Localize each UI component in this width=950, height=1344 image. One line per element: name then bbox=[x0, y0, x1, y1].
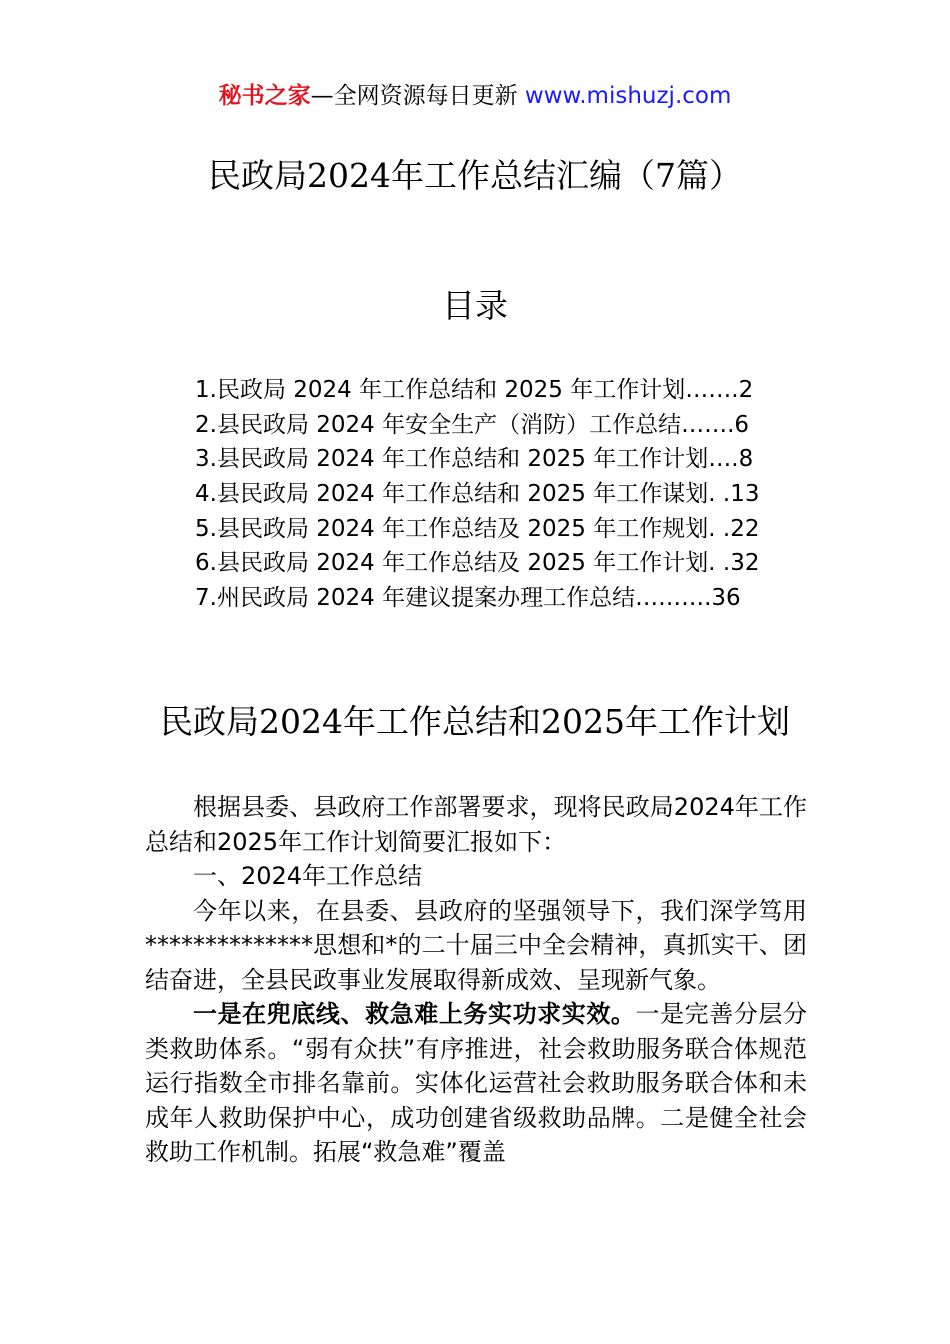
section-body bbox=[145, 790, 807, 1170]
table-of-contents bbox=[195, 373, 807, 616]
site-brand: 秘书之家 bbox=[218, 83, 311, 109]
subsection-heading: 一、2024年工作总结 bbox=[193, 862, 423, 890]
document-title: 民政局2024年工作总结汇编（7篇） bbox=[208, 156, 742, 195]
toc-entry-2[interactable]: 2.县民政局 2024 年安全生产（消防）工作总结…….6 bbox=[195, 411, 750, 438]
toc-heading: 目录 bbox=[442, 286, 508, 325]
summary-paragraph: 今年以来，在县委、县政府的坚强领导下，我们深学笃用**************思想和*的二十届三中全会精神，真抓实干、团结奋进，全县民政事业发展取得新成效、呈现新气象。 bbox=[145, 896, 807, 994]
section-title: 民政局2024年工作总结和2025年工作计划 bbox=[160, 702, 790, 741]
toc-entry-1[interactable]: 1.民政局 2024 年工作总结和 2025 年工作计划…….2 bbox=[195, 377, 754, 403]
achievement-lead: 一是在兜底线、救急难上务实功求实效。 bbox=[193, 1000, 636, 1028]
site-banner bbox=[0, 80, 950, 112]
toc-entry-3[interactable]: 3.县民政局 2024 年工作总结和 2025 年工作计划….8 bbox=[195, 446, 754, 473]
toc-entry-5[interactable]: 5.县民政局 2024 年工作总结及 2025 年工作规划. .22 bbox=[195, 515, 760, 542]
achievement-paragraph bbox=[145, 997, 807, 1170]
site-url-link[interactable]: www.mishuzj.com bbox=[524, 83, 732, 109]
intro-paragraph: 根据县委、县政府工作部署要求，现将民政局2024年工作总结和2025年工作计划简要汇报如下： bbox=[145, 793, 807, 856]
achievement-text: 一是完善分层分类救助体系。“弱有众扶”有序推进，社会救助服务联合体规范运行指数全市排名靠前。实体化运营社会救助服务联合体和未成年人救助保护中心，成功创建省级救助品牌。二是健全社会救助工作机制。拓展“救急难”覆盖 bbox=[145, 1000, 807, 1166]
toc-entry-6[interactable]: 6.县民政局 2024 年工作总结及 2025 年工作计划. .32 bbox=[195, 550, 760, 577]
site-slogan: —全网资源每日更新 bbox=[310, 83, 518, 109]
toc-entry-7[interactable]: 7.州民政局 2024 年建议提案办理工作总结……….36 bbox=[195, 585, 741, 612]
toc-entry-4[interactable]: 4.县民政局 2024 年工作总结和 2025 年工作谋划. .13 bbox=[195, 481, 760, 508]
